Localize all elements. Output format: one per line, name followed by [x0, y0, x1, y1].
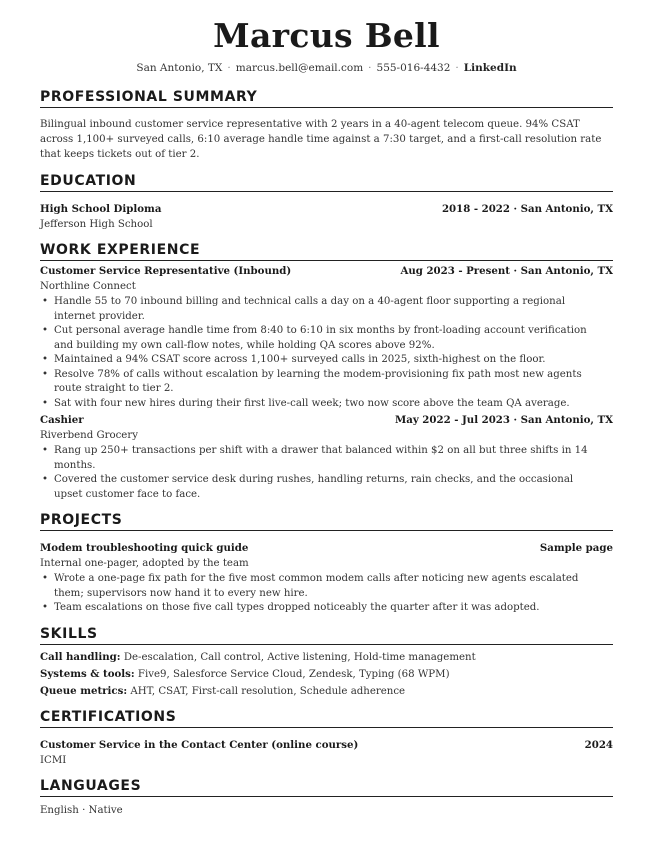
section-title-certifications: CERTIFICATIONS [40, 708, 613, 728]
education-section [40, 172, 613, 232]
section-title-summary: PROFESSIONAL SUMMARY [40, 88, 613, 108]
contact-line [40, 61, 613, 75]
skill-label: Queue metrics: [40, 684, 128, 697]
skill-label: Systems & tools: [40, 667, 135, 680]
job-bullets [40, 444, 613, 502]
job-company: Riverbend Grocery [40, 430, 138, 441]
job-entry [40, 413, 613, 502]
experience-section [40, 241, 613, 502]
section-title-projects: PROJECTS [40, 511, 613, 531]
job-dates: Aug 2023 - Present · San Antonio, TX [400, 265, 613, 277]
summary-section [40, 88, 613, 162]
job-company: Northline Connect [40, 281, 136, 292]
skill-value: De-escalation, Call control, Active listening, Hold-time management [120, 651, 476, 663]
section-title-education: EDUCATION [40, 172, 613, 192]
skill-line [40, 666, 613, 683]
school: Jefferson High School [40, 219, 153, 230]
bullet-item: • Cut personal average handle time from 8:40 to 6:10 in six months by front-loading account verification and building my own call-flow notes, while holding QA scores above 92%. [54, 324, 613, 353]
email-link[interactable]: marcus.bell@email.com [235, 62, 364, 74]
section-title-skills: SKILLS [40, 625, 613, 645]
bullet-item: • Team escalations on those five call types dropped noticeably the quarter after it was adopted. [54, 601, 613, 616]
separator: · [368, 62, 372, 74]
skill-label: Call handling: [40, 650, 121, 663]
job-role: Cashier [40, 414, 84, 426]
section-title-languages: LANGUAGES [40, 777, 613, 797]
skill-value: Five9, Salesforce Service Cloud, Zendesk, Typing (68 WPM) [134, 668, 450, 680]
job-entry [40, 264, 613, 411]
summary-text: Bilingual inbound customer service representative with 2 years in a 40-agent telecom queue. 94% CSAT across 1,100+ surveyed calls, 6:10 average handle time against a 7:30 target, and a first-call resolution rate that keeps tickets out of tier 2. [40, 119, 602, 160]
skill-line [40, 649, 613, 666]
project-name: Modem troubleshooting quick guide [40, 542, 249, 554]
skill-value: AHT, CSAT, First-call resolution, Schedule adherence [127, 685, 406, 697]
bullet-item: • Sat with four new hires during their first live-call week; two now score above the team QA average. [54, 397, 613, 412]
bullet-item: • Handle 55 to 70 inbound billing and technical calls a day on a 40-agent floor supporting a regional internet provider. [54, 295, 613, 324]
phone: 555-016-4432 [376, 62, 451, 74]
section-title-experience: WORK EXPERIENCE [40, 241, 613, 261]
bullet-item: • Resolve 78% of calls without escalation by learning the modem-provisioning fix path most new agents route straight to tier 2. [54, 368, 613, 397]
certifications-section [40, 708, 613, 768]
job-dates: May 2022 - Jul 2023 · San Antonio, TX [394, 414, 613, 426]
project-entry [40, 541, 613, 616]
bullet-item: • Wrote a one-page fix path for the five most common modem calls after noticing new agents escalated them; supervisors now hand it to every new hire. [54, 572, 613, 601]
linkedin-link[interactable]: LinkedIn [463, 62, 517, 74]
bullet-item: • Rang up 250+ transactions per shift with a drawer that balanced within $2 on all but three shifts in 14 months. [54, 444, 613, 473]
job-bullets [40, 295, 613, 411]
certification-name: Customer Service in the Contact Center (online course) [40, 738, 359, 751]
languages-section [40, 777, 613, 818]
project-subtitle: Internal one-pager, adopted by the team [40, 558, 249, 569]
job-role: Customer Service Representative (Inbound) [40, 265, 292, 277]
education-entry [40, 202, 613, 232]
certification-issuer: ICMI [40, 754, 67, 766]
skill-line [40, 683, 613, 700]
certification-entry [40, 738, 613, 768]
bullet-item: • Maintained a 94% CSAT score across 1,100+ surveyed calls in 2025, sixth-highest on the floor. [54, 353, 613, 368]
degree: High School Diploma [40, 203, 162, 215]
separator: · [227, 62, 231, 74]
projects-section [40, 511, 613, 616]
education-dates: 2018 - 2022 · San Antonio, TX [441, 203, 613, 215]
separator: · [455, 62, 459, 74]
language-line: English · Native [40, 804, 123, 816]
bullet-item: • Covered the customer service desk during rushes, handling returns, rain checks, and the occasional upset customer face to face. [54, 473, 613, 502]
certification-year: 2024 [584, 738, 613, 751]
skills-section [40, 625, 613, 700]
candidate-name: Marcus Bell [213, 16, 440, 55]
location: San Antonio, TX [136, 62, 223, 74]
project-tag[interactable]: Sample page [539, 542, 613, 554]
project-bullets [40, 572, 613, 616]
